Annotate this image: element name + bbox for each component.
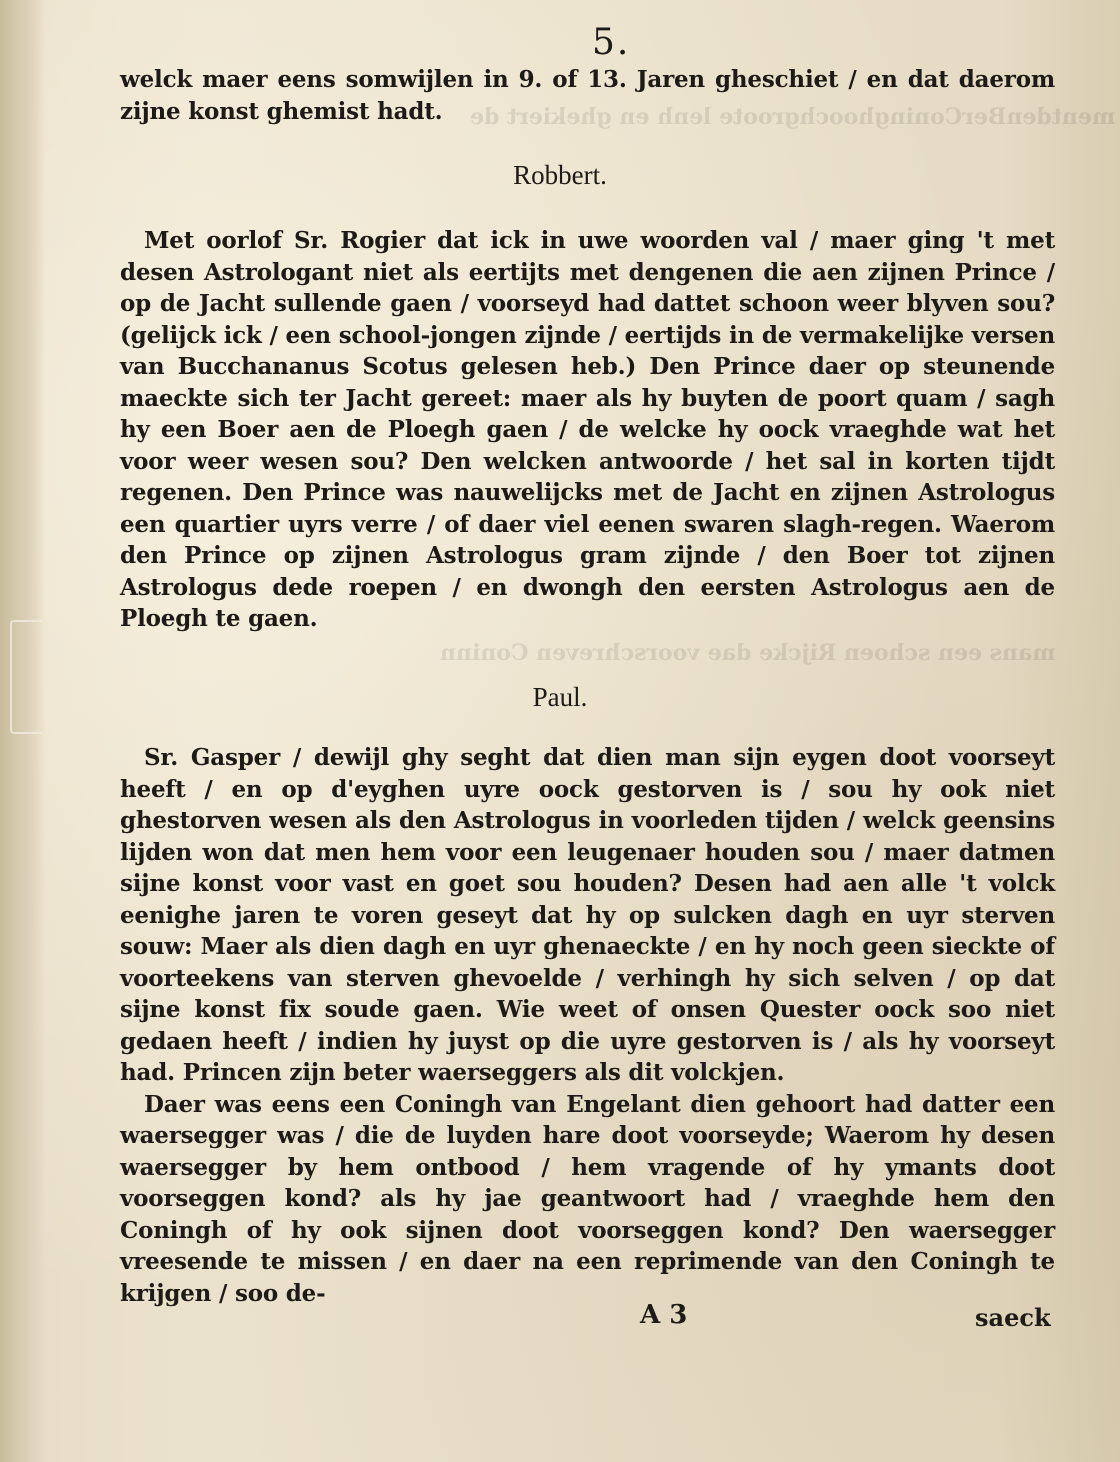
- opening-text: [120, 64, 1055, 127]
- paragraph: Met oorlof Sr. Rogier dat ick in uwe woorden val / maer ging 't met desen Astrologant niet als eertijts met dengenen die aen zijnen Prince / op de Jacht sullende gaen / voorseyd had dattet schoon weer blyven sou? (gelijck ick / een school-jongen zijnde / eertijds in de vermakelijke versen van Bucchananus Scotus gelesen heb.) Den Prince daer op steunende maeckte sich ter Jacht gereet: maer als hy buyten de poort quam / sagh hy een Boer aen de Ploegh gaen / de welcke hy oock vraeghde wat het voor weer wesen sou? Den welcken antwoorde / het sal in korten tijdt regenen. Den Prince was nauwelijcks met de Jacht en zijnen Astrologus een quartier uyrs verre / of daer viel eenen swaren slagh-regen. Waerom den Prince op zijnen Astrologus gram zijnde / den Boer tot zijnen Astrologus dede roepen / en dwongh den eersten Astrologus aen de Ploegh te gaen.: [120, 227, 1055, 632]
- paragraph: Daer was eens een Coningh van Engelant dien gehoort had datter een waersegger was / die de luyden hare doot voorseyde; Waerom hy desen waersegger by hem ontbood / hem vragende of hy ymants doot voorseggen kond? als hy jae geantwoort had / vraeghde hem den Coningh of hy ook sijnen doot voorseggen kond? Den waersegger vreesende te missen / en daer na een reprimende van den Coningh te krijgen / soo de-: [120, 1090, 1055, 1307]
- catchword: saeck: [975, 1303, 1051, 1332]
- paul-speech: [120, 742, 1055, 1309]
- speaker-heading-robbert: Robbert.: [513, 160, 607, 190]
- binding-stitch: [10, 620, 42, 734]
- bleed-through-text: mans een schoen Rijcke dae voorschreven Coninn: [440, 640, 1056, 666]
- bleed-through-text: mentdenBerConinghoochgroote lenh en ghekiert de: [470, 104, 1116, 130]
- signature-mark: A 3: [640, 1300, 688, 1330]
- paragraph: Sr. Gasper / dewijl ghy seght dat dien man sijn eygen doot voorseyt heeft / en op d'eyghen uyre oock gestorven is / sou hy ook niet ghestorven wesen als den Astrologus in voorleden tijden / welck geensins lijden won dat men hem voor een leugenaer houden sou / maer datmen sijne konst voor vast en goet sou houden? Desen had aen alle 't volck eenighe jaren te voren geseyt dat hy op sulcken dagh en uyr sterven souw: Maer als dien dagh en uyr ghenaeckte / en hy noch geen sieckte of voorteekens van sterven ghevoelde / verhingh hy sich selven / op dat sijne konst fix soude gaen. Wie weet of onsen Quester oock soo niet gedaen heeft / indien hy juyst op die uyre gestorven is / als hy voorseyt had. Princen zijn beter waerseggers als dit volckjen.: [120, 744, 1055, 1086]
- speaker-heading-paul: Paul.: [532, 682, 588, 712]
- page-number: 5.: [592, 22, 631, 63]
- paragraph: welck maer eens somwijlen in 9. of 13. Jaren gheschiet / en dat daerom zijne konst ghemist hadt.: [120, 66, 1055, 125]
- robbert-speech: [120, 225, 1055, 635]
